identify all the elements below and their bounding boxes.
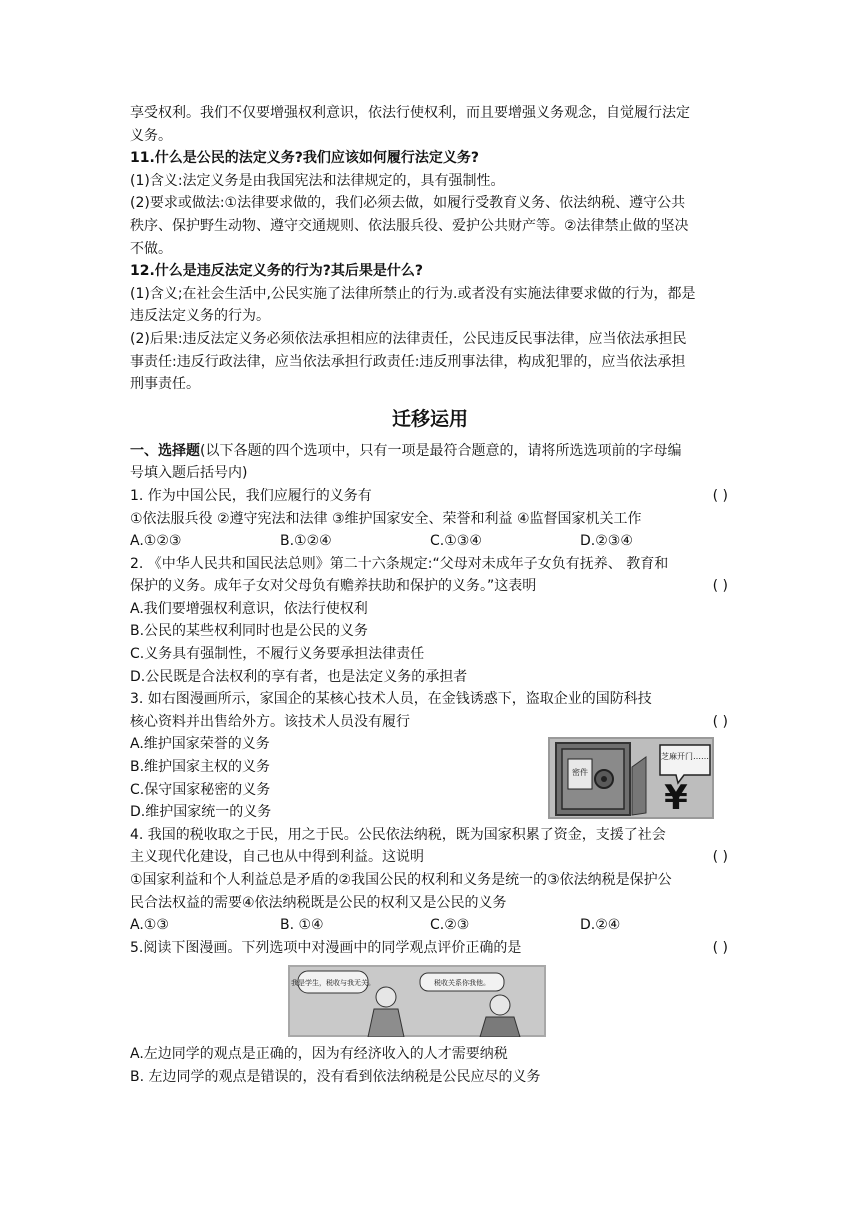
q3-option-c: C.保守国家秘密的义务 — [130, 781, 271, 798]
q3-option-d: D.维护国家统一的义务 — [130, 804, 272, 821]
q12-line: (2)后果:违反法定义务必须依法承担相应的法律责任，公民违反民事法律，应当依法承担民 — [130, 330, 687, 347]
q1-options — [130, 530, 730, 553]
q1-option-c: C.①③④ — [430, 533, 482, 550]
answer-blank: ( ) — [712, 578, 728, 595]
q2-stem-1: 2. 《中华人民共和国民法总则》第二十六条规定:“父母对未成年子女负有抚养、 教育和 — [130, 555, 669, 572]
q3-options-block — [130, 733, 730, 823]
q4-items-1: ①国家利益和个人利益总是矛盾的②我国公民的权利和义务是统一的③依法纳税是保护公 — [130, 872, 672, 888]
section-title: 迁移运用 — [391, 407, 468, 430]
cartoon-right-speech: 税收关系你我他。 — [434, 979, 490, 988]
q5-stem — [130, 937, 730, 960]
q12-line: (1)含义;在社会生活中,公民实施了法律所禁止的行为.或者没有实施法律要求做的行为，都是 — [130, 285, 696, 302]
q5-stem-text: 5.阅读下图漫画。下列选项中对漫画中的同学观点评价正确的是 — [130, 939, 522, 956]
intro-line-2: 义务。 — [130, 127, 172, 144]
q2-stem-text: 保护的义务。成年子女对父母负有赡养扶助和保护的义务。”这表明 — [130, 578, 537, 595]
answer-blank: ( ) — [712, 849, 728, 866]
q2-stem-2 — [130, 575, 730, 598]
q1-stem — [130, 485, 730, 508]
intro-line-1: 享受权利。我们不仅要增强权利意识，依法行使权利，而且要增强义务观念，自觉履行法定 — [130, 105, 690, 121]
q4-option-b: B. ①④ — [280, 917, 324, 934]
q11-line: (2)要求或做法:①法律要求做的，我们必须去做，如履行受教育义务、依法纳税、遵守公共 — [130, 195, 686, 212]
q4-options — [130, 914, 730, 937]
q4-stem-text: 主义现代化建设，自己也从中得到利益。这说明 — [130, 849, 424, 866]
q1-option-d: D.②③④ — [580, 533, 633, 550]
tax-cartoon-image — [288, 965, 546, 1037]
q12-line: 违反法定义务的行为。 — [130, 308, 270, 325]
document-page — [130, 102, 730, 1089]
q11-line: 秩序、保护野生动物、遵守交通规则、依法服兵役、爱护公共财产等。②法律禁止做的坚决 — [130, 217, 689, 234]
q12-title: 12.什么是违反法定义务的行为?其后果是什么? — [130, 263, 424, 280]
q3-option-a: A.维护国家荣誉的义务 — [130, 736, 270, 753]
q4-items-2: 民合法权益的需要④依法纳税既是公民的权利又是公民的义务 — [130, 894, 507, 911]
q2-option-a: A.我们要增强权利意识，依法行使权利 — [130, 600, 368, 617]
q11-title: 11.什么是公民的法定义务?我们应该如何履行法定义务? — [130, 150, 480, 167]
answer-blank: ( ) — [712, 487, 728, 504]
part1-instructions-cont: 号填入题后括号内) — [130, 465, 248, 482]
q3-option-b: B.维护国家主权的义务 — [130, 759, 271, 776]
part1-instructions — [130, 440, 730, 463]
cartoon-left-speech: 我是学生，税收与我无关。 — [291, 979, 375, 988]
part1-label: 一、选择题 — [130, 442, 200, 459]
q4-option-a: A.①③ — [130, 917, 169, 934]
q12-line: 刑事责任。 — [130, 376, 200, 393]
safe-cartoon-image — [548, 737, 714, 819]
q2-option-c: C.义务具有强制性，不履行义务要承担法律责任 — [130, 646, 425, 663]
q2-option-b: B.公民的某些权利同时也是公民的义务 — [130, 623, 369, 640]
q3-stem-2 — [130, 711, 730, 734]
q2-option-d: D.公民既是合法权利的享有者，也是法定义务的承担者 — [130, 668, 468, 685]
q3-stem-text: 核心资料并出售给外方。该技术人员没有履行 — [130, 713, 410, 730]
q4-option-c: C.②③ — [430, 917, 470, 934]
cartoon-text-speech: 芝麻开门…… — [661, 752, 709, 762]
yen-icon: ¥ — [664, 778, 688, 819]
q1-items: ①依法服兵役 ②遵守宪法和法律 ③维护国家安全、荣誉和利益 ④监督国家机关工作 — [130, 510, 642, 527]
q3-stem-1: 3. 如右图漫画所示，家国企的某核心技术人员，在金钱诱惑下，盗取企业的国防科技 — [130, 691, 652, 708]
q12-line: 事责任:违反行政法律，应当依法承担行政责任:违反刑事法律，构成犯罪的，应当依法承担 — [130, 353, 686, 370]
answer-blank: ( ) — [712, 939, 728, 956]
q4-option-d: D.②④ — [580, 917, 621, 934]
cartoon-text-secret: 密件 — [572, 768, 588, 778]
q4-stem-1: 4. 我国的税收取之于民，用之于民。公民依法纳税，既为国家积累了资金，支援了社会 — [130, 826, 666, 843]
q5-option-a: A.左边同学的观点是正确的，因为有经济收入的人才需要纳税 — [130, 1046, 508, 1063]
q1-option-b: B.①②④ — [280, 533, 332, 550]
q11-line: (1)含义:法定义务是由我国宪法和法律规定的，具有强制性。 — [130, 172, 505, 189]
q4-stem-2 — [130, 846, 730, 869]
q5-option-b: B. 左边同学的观点是错误的，没有看到依法纳税是公民应尽的义务 — [130, 1068, 541, 1085]
q1-option-a: A.①②③ — [130, 533, 182, 550]
part1-text: (以下各题的四个选项中，只有一项是最符合题意的，请将所选选项前的字母编 — [200, 442, 682, 459]
answer-blank: ( ) — [712, 713, 728, 730]
q1-stem-text: 1. 作为中国公民，我们应履行的义务有 — [130, 487, 372, 504]
q11-line: 不做。 — [130, 240, 172, 257]
